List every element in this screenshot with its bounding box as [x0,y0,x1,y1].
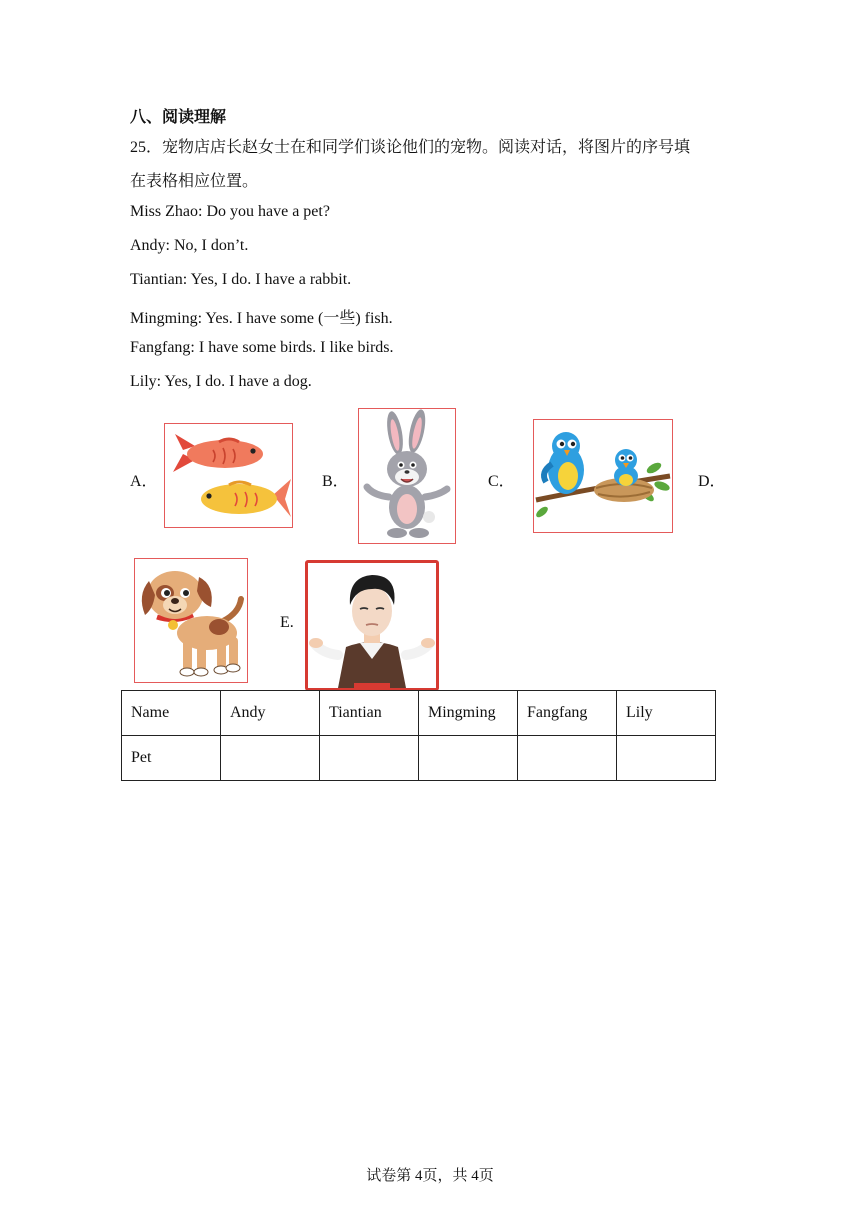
pet-answer-table [121,690,716,781]
table-row [122,691,716,736]
answer-cell-lily[interactable] [617,736,716,781]
fish-icon [164,423,293,528]
table-row [122,736,716,781]
table-row-label-pet: Pet [122,736,221,781]
page-footer: 试卷第 4页，共 4页 [366,1168,494,1184]
section-title: 八、阅读理解 [130,107,227,126]
option-c-label: C． [488,473,515,490]
answer-cell-fangfang[interactable] [518,736,617,781]
boy-shrugging-icon [305,560,439,691]
table-header-mingming: Mingming [419,691,518,736]
option-b-label: B． [322,473,349,490]
answer-cell-mingming[interactable] [419,736,518,781]
dialogue-line: Andy: No, I don’t. [130,237,249,254]
answer-cell-andy[interactable] [221,736,320,781]
table-header-fangfang: Fangfang [518,691,617,736]
dog-icon [134,558,248,683]
table-header-andy: Andy [221,691,320,736]
dialogue-line: Tiantian: Yes, I do. I have a rabbit. [130,271,352,288]
table-header-name: Name [122,691,221,736]
dialogue-line: Mingming: Yes. I have some (一些) fish. [130,310,393,327]
answer-cell-tiantian[interactable] [320,736,419,781]
question-line-2: 在表格相应位置。 [130,173,259,190]
dialogue-line: Lily: Yes, I do. I have a dog. [130,373,312,390]
dialogue-line: Fangfang: I have some birds. I like birds. [130,339,394,356]
option-d-label: D． [698,473,726,490]
dialogue-line: Miss Zhao: Do you have a pet? [130,203,330,220]
rabbit-icon [358,408,456,544]
option-a-label: A． [130,473,158,490]
birds-icon [533,419,673,533]
option-e-label: E. [280,614,294,631]
table-header-lily: Lily [617,691,716,736]
table-header-tiantian: Tiantian [320,691,419,736]
question-line-1: 25．宠物店店长赵女士在和同学们谈论他们的宠物。阅读对话，将图片的序号填 [130,139,691,156]
